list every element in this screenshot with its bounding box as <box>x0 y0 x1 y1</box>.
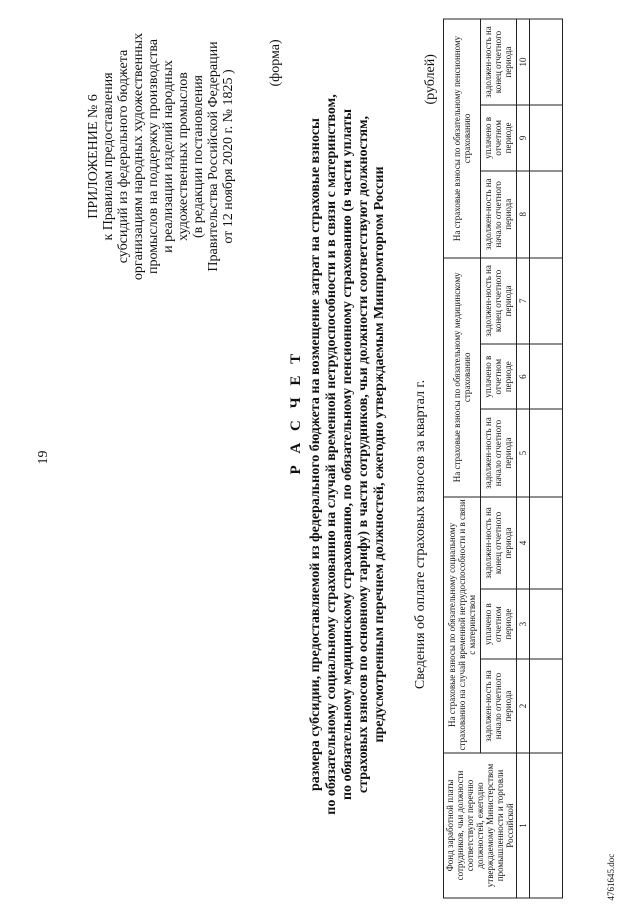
column-number: 7 <box>517 258 530 344</box>
column-number: 5 <box>517 409 530 496</box>
subheader-paid: уплачено в отчетном периоде <box>480 589 517 659</box>
column-number-row <box>517 19 530 898</box>
subtitle-line: размера субсидии, предоставляемой из федерального бюджета на возмещение затрат на страховые взносы <box>308 118 323 791</box>
subtitle-line: по обязательному медицинскому страхованию, по обязательному пенсионному страхованию (в части уплаты <box>340 108 355 801</box>
table-cell <box>530 171 563 258</box>
subheader-debt-end: задолжен-ность на конец отчетного периода <box>480 497 517 589</box>
subheader-debt-start: задолжен-ность на начало отчетного периода <box>480 409 517 496</box>
section-title: Сведения об оплате страховых взносов за квартал г. <box>413 379 428 690</box>
table-cell <box>530 258 563 344</box>
column-number: 1 <box>517 753 530 898</box>
table-cell <box>530 105 563 171</box>
appendix-line: промыслов на поддержку производства <box>146 38 161 275</box>
subheader-paid: уплачено в отчетном периоде <box>480 105 517 171</box>
appendix-line: субсидий из федерального бюджета <box>116 49 131 264</box>
table-cell <box>530 344 563 410</box>
subheader-debt-start: задолжен-ность на начало отчетного периода <box>480 171 517 258</box>
appendix-line: и реализации изделий народных <box>161 60 176 253</box>
appendix-line: (в редакции постановления <box>191 74 206 239</box>
subtitle-line: предусмотренным перечнем должностей, ежегодно утверждаемым Минпромторгом России <box>372 166 387 743</box>
header-wage-fund: Фонд заработной платы сотрудников, чьи должности соответствуют перечню должностей, ежегодно утверждаемому Министерством промышленности и торговли Российской <box>444 753 517 898</box>
header-group-medical: На страховые взносы по обязательному медицинскому страхованию <box>444 258 481 497</box>
table-cell <box>530 659 563 753</box>
column-number: 3 <box>517 589 530 659</box>
appendix-line: художественных промыслов <box>176 72 191 241</box>
table-cell <box>530 409 563 496</box>
table-header-row <box>444 19 481 898</box>
table-cell <box>530 589 563 659</box>
column-number: 6 <box>517 344 530 410</box>
subheader-paid: уплачено в отчетном периоде <box>480 344 517 410</box>
document-subtitle <box>308 65 388 845</box>
file-code: 4761645.doc <box>606 853 616 901</box>
table-cell <box>530 497 563 589</box>
column-number: 9 <box>517 105 530 171</box>
calculation-table <box>443 19 563 899</box>
document-title: Р А С Ч Е Т <box>288 349 304 475</box>
appendix-line: Правительства Российской Федерации <box>206 41 221 272</box>
table-cell <box>530 19 563 105</box>
appendix-line: к Правилам предоставления <box>101 72 116 241</box>
header-group-social: На страховые взносы по обязательному социальному страхованию на случай временной нетрудоспособности и в связи с материнством <box>444 497 481 753</box>
table-cell <box>530 753 563 898</box>
appendix-line: организациям народных художественных <box>131 32 146 281</box>
units-label: (рублей) <box>423 54 438 105</box>
page-number: 19 <box>36 450 51 465</box>
header-group-pension: На страховые взносы по обязательному пенсионному страхованию <box>444 19 481 258</box>
appendix-title: ПРИЛОЖЕНИЕ № 6 <box>86 94 101 219</box>
subtitle-line: страховых взносов по основному тарифу) в части сотрудников, чьи должности соответствуют должностям, <box>356 115 371 794</box>
form-label: (форма) <box>268 39 283 87</box>
column-number: 10 <box>517 19 530 105</box>
appendix-block <box>86 27 236 287</box>
column-number: 2 <box>517 659 530 753</box>
subheader-debt-end: задолжен-ность на конец отчетного периода <box>480 19 517 105</box>
appendix-line: от 12 ноября 2020 г. № 1825 ) <box>221 69 236 244</box>
subheader-debt-start: задолжен-ность на начало отчетного периода <box>480 659 517 753</box>
column-number: 4 <box>517 497 530 589</box>
subheader-debt-end: задолжен-ность на конец отчетного периода <box>480 258 517 344</box>
subtitle-line: по обязательному социальному страхованию на случай временной нетрудоспособности и в связи с материнством, <box>324 94 339 815</box>
table-row <box>530 19 563 898</box>
column-number: 8 <box>517 171 530 258</box>
